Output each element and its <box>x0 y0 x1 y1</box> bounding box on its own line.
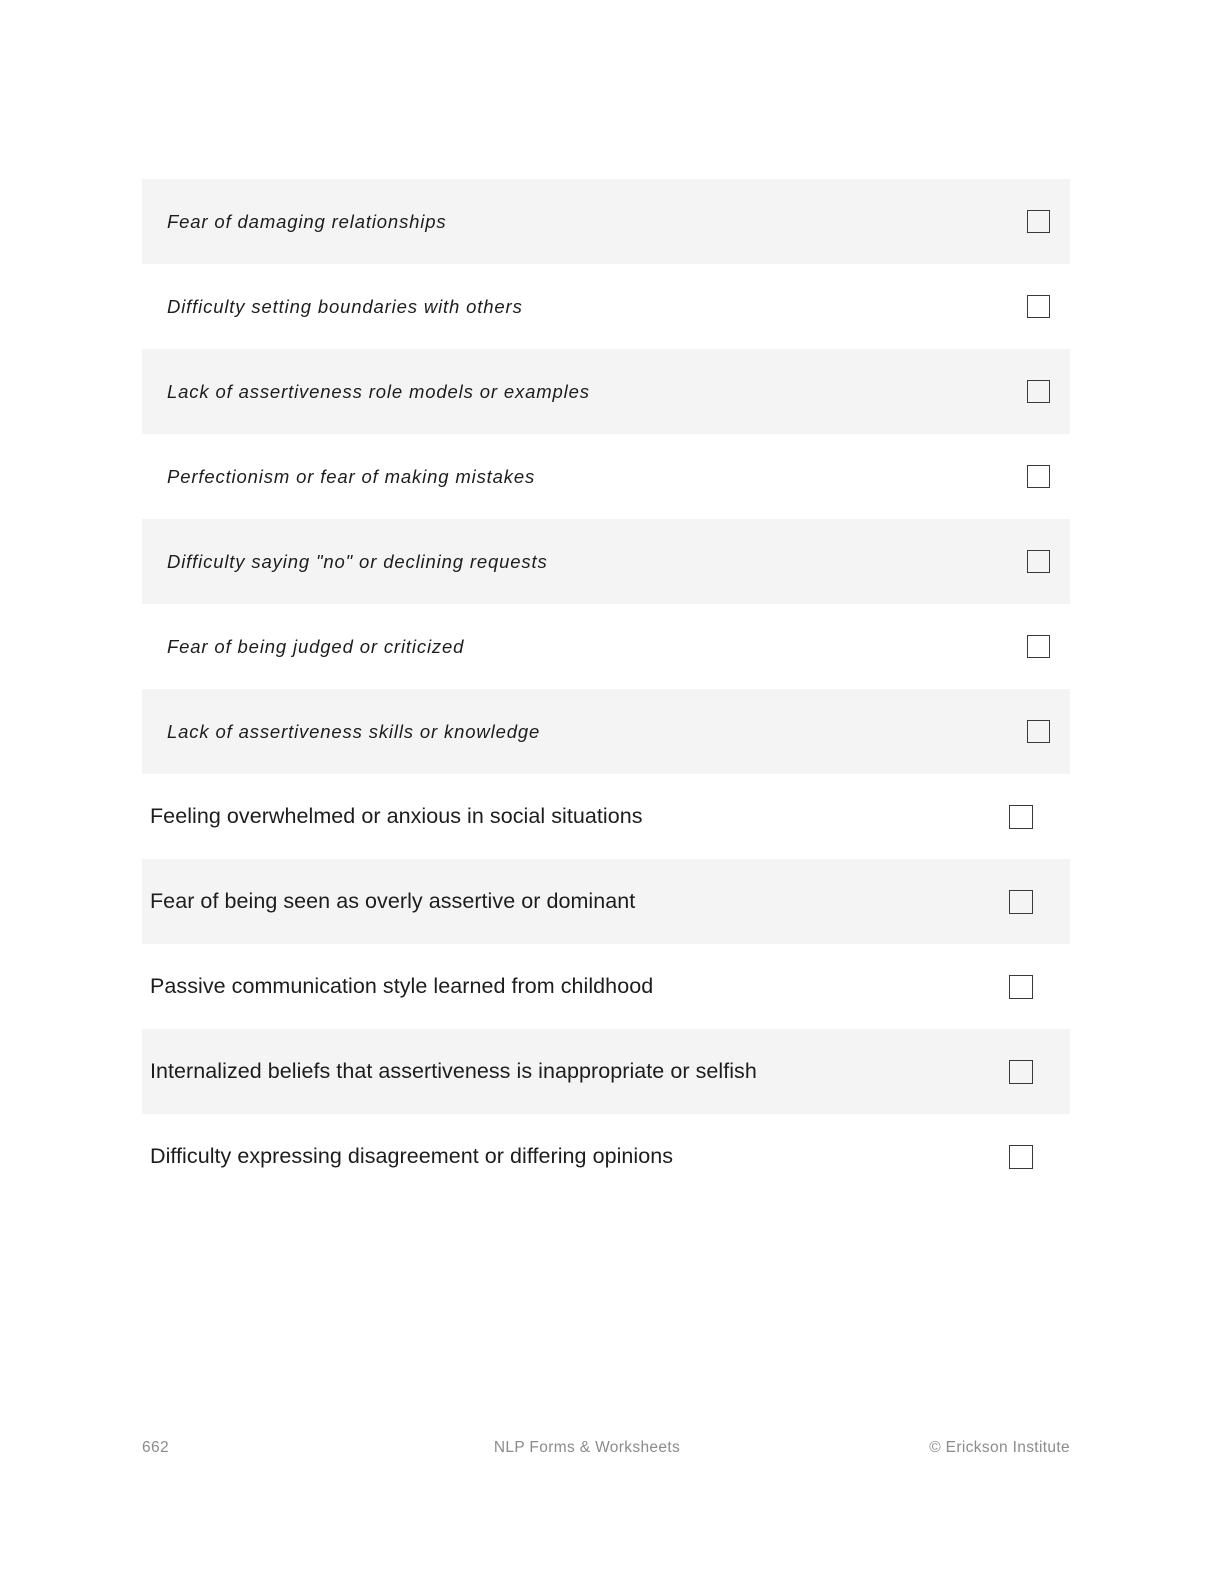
checkbox-icon[interactable] <box>1009 1145 1033 1169</box>
checklist-row[interactable] <box>142 774 1070 859</box>
checklist-row[interactable] <box>142 519 1070 604</box>
checkbox-icon[interactable] <box>1027 380 1050 403</box>
checklist-item-label: Lack of assertiveness skills or knowledge <box>167 720 541 742</box>
footer-page-number: 662 <box>142 1439 169 1456</box>
checklist-row[interactable] <box>142 434 1070 519</box>
checklist-item-label: Difficulty saying "no" or declining requests <box>167 550 548 572</box>
page-footer <box>142 1434 1070 1462</box>
checklist-item-label: Fear of being seen as overly assertive or dominant <box>150 889 636 913</box>
checkbox-icon[interactable] <box>1027 465 1050 488</box>
checklist-checkbox-cell[interactable] <box>960 465 1070 488</box>
checklist-item-label: Perfectionism or fear of making mistakes <box>167 465 536 487</box>
checklist-checkbox-cell[interactable] <box>960 1060 1070 1084</box>
checkbox-icon[interactable] <box>1027 720 1050 743</box>
checklist-row[interactable] <box>142 859 1070 944</box>
checkbox-icon[interactable] <box>1027 550 1050 573</box>
checklist-item-label: Feeling overwhelmed or anxious in social situations <box>150 804 643 828</box>
checklist-row[interactable] <box>142 944 1070 1029</box>
checklist-checkbox-cell[interactable] <box>960 720 1070 743</box>
checklist-row[interactable] <box>142 179 1070 264</box>
checkbox-icon[interactable] <box>1009 890 1033 914</box>
checklist-row[interactable] <box>142 264 1070 349</box>
checklist-item-label: Passive communication style learned from childhood <box>150 974 654 998</box>
checklist-row[interactable] <box>142 689 1070 774</box>
footer-copyright: © Erickson Institute <box>929 1439 1070 1456</box>
checklist-checkbox-cell[interactable] <box>960 975 1070 999</box>
checkbox-icon[interactable] <box>1027 635 1050 658</box>
checklist-checkbox-cell[interactable] <box>960 210 1070 233</box>
checkbox-icon[interactable] <box>1009 1060 1033 1084</box>
checklist-checkbox-cell[interactable] <box>960 635 1070 658</box>
checklist-checkbox-cell[interactable] <box>960 550 1070 573</box>
checkbox-icon[interactable] <box>1009 975 1033 999</box>
checklist-item-label: Fear of damaging relationships <box>167 210 447 232</box>
checklist-item-label: Lack of assertiveness role models or examples <box>167 380 590 402</box>
checkbox-icon[interactable] <box>1009 805 1033 829</box>
checklist <box>142 179 1070 1199</box>
checklist-item-label: Difficulty expressing disagreement or differing opinions <box>150 1144 674 1168</box>
checklist-checkbox-cell[interactable] <box>960 1145 1070 1169</box>
checklist-checkbox-cell[interactable] <box>960 380 1070 403</box>
checkbox-icon[interactable] <box>1027 295 1050 318</box>
footer-document-title: NLP Forms & Worksheets <box>493 1439 681 1456</box>
checklist-checkbox-cell[interactable] <box>960 295 1070 318</box>
checklist-row[interactable] <box>142 349 1070 434</box>
checklist-row[interactable] <box>142 1114 1070 1199</box>
checklist-row[interactable] <box>142 604 1070 689</box>
checklist-item-label: Internalized beliefs that assertiveness is inappropriate or selfish <box>150 1059 757 1083</box>
checklist-item-label: Difficulty setting boundaries with others <box>167 295 523 317</box>
checklist-row[interactable] <box>142 1029 1070 1114</box>
checklist-checkbox-cell[interactable] <box>960 805 1070 829</box>
checklist-item-label: Fear of being judged or criticized <box>167 635 465 657</box>
checklist-checkbox-cell[interactable] <box>960 890 1070 914</box>
checkbox-icon[interactable] <box>1027 210 1050 233</box>
